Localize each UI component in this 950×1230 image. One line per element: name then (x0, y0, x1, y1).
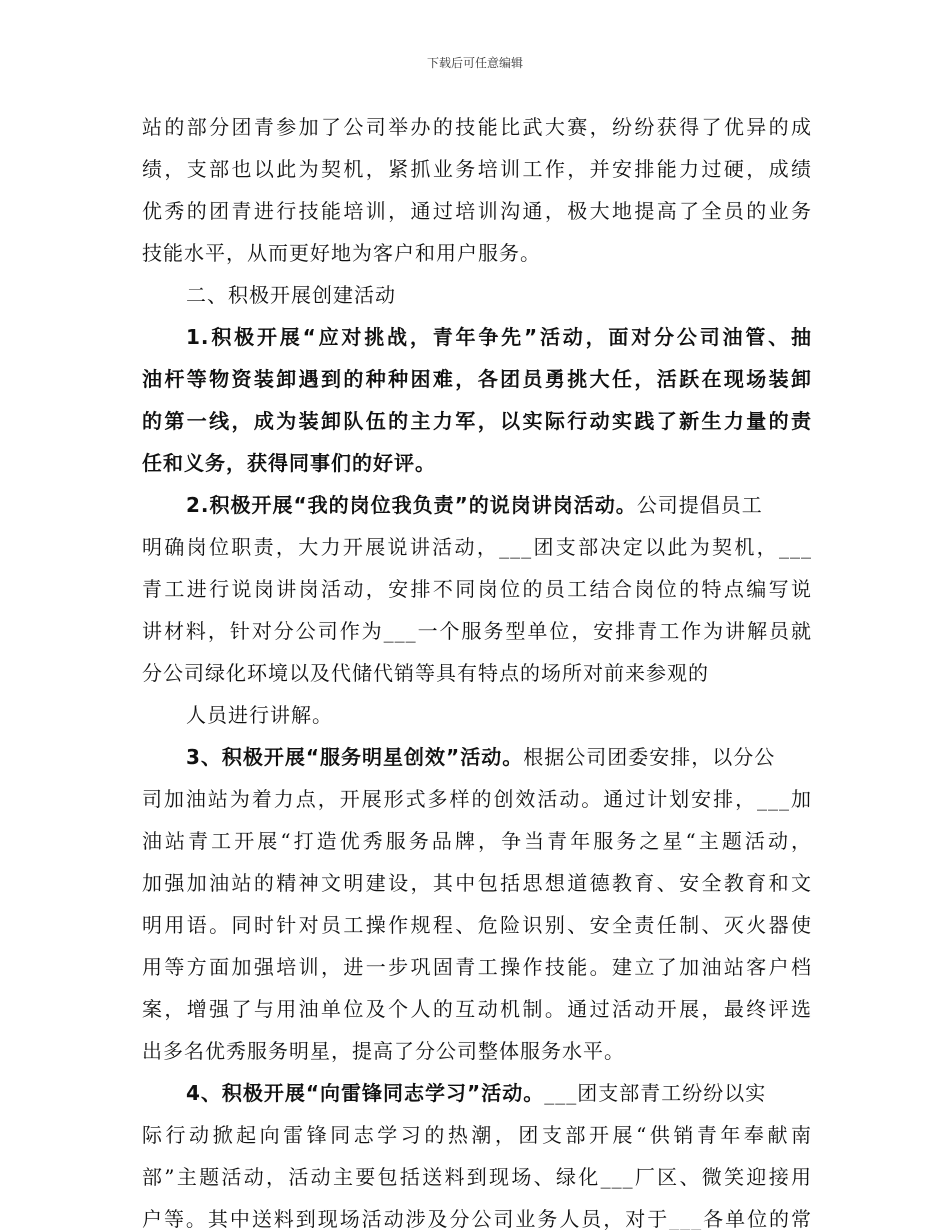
paragraph-line: 分公司绿化环境以及代储代销等具有特点的场所对前来参观的 (142, 661, 709, 685)
paragraph-line: 部”主题活动，活动主要包括送料到现场、绿化___厂区、微笑迎接用 (142, 1165, 812, 1189)
item-text: ___团支部青工纷纷以实 (544, 1081, 767, 1105)
paragraph-line: 加强加油站的精神文明建设，其中包括思想道德教育、安全教育和文 (142, 871, 812, 895)
bold-paragraph-line: 任和义务，获得同事们的好评。 (142, 451, 436, 475)
paragraph-line: 讲材料，针对分公司作为___一个服务型单位，安排青工作为讲解员就 (142, 619, 812, 643)
section-heading: 二、积极开展创建活动 (186, 283, 396, 307)
item-heading: 3、积极开展“服务明星创效”活动。 (186, 745, 524, 769)
paragraph-line: 青工进行说岗讲岗活动，安排不同岗位的员工结合岗位的特点编写说 (142, 577, 812, 601)
paragraph-line: 际行动掀起向雷锋同志学习的热潮，团支部开展“供销青年奉献南 (142, 1123, 812, 1147)
paragraph-line: 绩，支部也以此为契机，紧抓业务培训工作，并安排能力过硬，成绩 (142, 157, 812, 181)
page-header: 下载后可任意编辑 (426, 56, 523, 70)
paragraph-line: 司加油站为着力点，开展形式多样的创效活动。通过计划安排，___加 (142, 787, 812, 811)
paragraph-line: 油站青工开展“打造优秀服务品牌，争当青年服务之星“主题活动， (142, 829, 812, 853)
paragraph-line: 出多名优秀服务明星，提高了分公司整体服务水平。 (142, 1039, 625, 1063)
item-heading: 2.积极开展“我的岗位我负责”的说岗讲岗活动。 (186, 493, 637, 517)
paragraph-line: 户等。其中送料到现场活动涉及分公司业务人员，对于___各单位的常 (142, 1207, 812, 1230)
paragraph-line (186, 745, 812, 769)
paragraph-line: 优秀的团青进行技能培训，通过培训沟通，极大地提高了全员的业务 (142, 199, 812, 223)
item-heading: 4、积极开展“向雷锋同志学习”活动。 (186, 1081, 545, 1105)
item-text: 公司提倡员工 (636, 493, 763, 517)
paragraph-line: 技能水平，从而更好地为客户和用户服务。 (142, 241, 541, 265)
paragraph-line: 人员进行讲解。 (186, 703, 333, 727)
paragraph-line (186, 493, 812, 517)
paragraph-line (186, 1081, 812, 1105)
bold-paragraph-line: 1.积极开展“应对挑战，青年争先”活动，面对分公司油管、抽 (186, 325, 812, 349)
item-text: 根据公司团委安排，以分公 (523, 745, 776, 769)
paragraph-line: 明确岗位职责，大力开展说讲活动，___团支部决定以此为契机，___ (142, 535, 812, 559)
paragraph-line: 明用语。同时针对员工操作规程、危险识别、安全责任制、灭火器使 (142, 913, 812, 937)
paragraph-line: 站的部分团青参加了公司举办的技能比武大赛，纷纷获得了优异的成 (142, 115, 812, 139)
paragraph-line: 用等方面加强培训，进一步巩固青工操作技能。建立了加油站客户档 (142, 955, 812, 979)
paragraph-line: 案，增强了与用油单位及个人的互动机制。通过活动开展，最终评选 (142, 997, 812, 1021)
bold-paragraph-line: 油杆等物资装卸遇到的种种困难，各团员勇挑大任，活跃在现场装卸 (142, 367, 812, 391)
bold-paragraph-line: 的第一线，成为装卸队伍的主力军，以实际行动实践了新生力量的责 (142, 409, 812, 433)
